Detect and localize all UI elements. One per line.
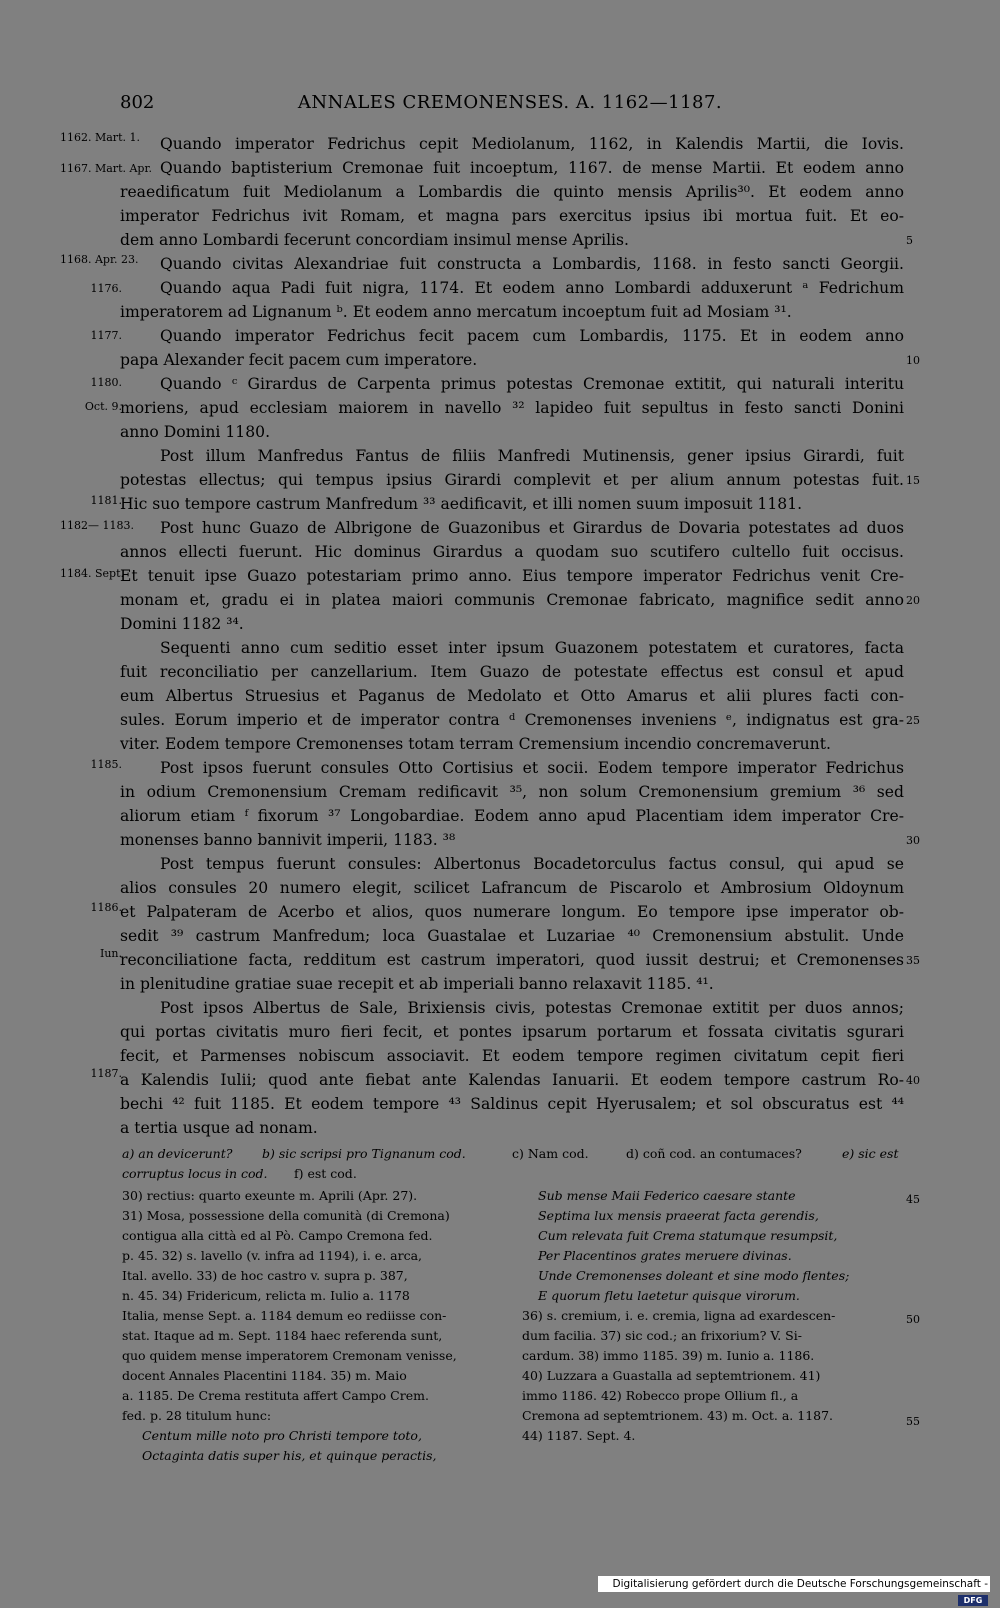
footnote-verse: Octaginta datis super his, et quinque peractis, [142,1448,437,1463]
apparatus-note-e-cont: corruptus locus in cod. [122,1166,268,1181]
line-number: 10 [906,354,920,367]
page-number: 802 [120,92,155,113]
footnote-line: 44) 1187. Sept. 4. [522,1428,636,1443]
apparatus-note-a: a) an devicerunt? [122,1146,233,1161]
footnote-verse: Cum relevata fuit Crema statumque resumpsit, [538,1228,838,1243]
footnote-line: p. 45. 32) s. lavello (v. infra ad 1194), i. e. arca, [122,1248,423,1263]
line-number: 40 [906,1074,920,1087]
footnote-line: contigua alla città ed al Pò. Campo Cremona fed. [122,1228,433,1243]
footnote-line: Ital. avello. 33) de hoc castro v. supra p. 387, [122,1268,408,1283]
text-line: anno Domini 1180. [120,423,271,441]
margin-note: 1181. [90,494,122,507]
apparatus-note-d: d) coñ cod. an contumaces? [626,1146,802,1161]
line-number: 5 [906,234,913,247]
text-line: potestas ellectus; qui tempus ipsius Girardi complevit et per alium annum potestas fuit. [120,471,904,489]
line-number: 25 [906,714,920,727]
digitization-footer [598,1576,990,1605]
text-line: Quando ᶜ Girardus de Carpenta primus potestas Cremonae extitit, qui naturali interitu [160,375,904,393]
footnote-line: 30) rectius: quarto exeunte m. Aprili (Apr. 27). [122,1188,418,1203]
text-line: annos ellecti fuerunt. Hic dominus Girardus a quodam suo scutifero cultello fuit occisus. [120,543,904,561]
apparatus-note-c: c) Nam cod. [512,1146,589,1161]
line-number: 45 [906,1193,920,1206]
text-line: Sequenti anno cum seditio esset inter ipsum Guazonem potestatem et curatores, facta [160,639,904,657]
text-line: fecit, et Parmenses nobiscum associavit. Et eodem tempore regimen civitatum cepit fieri [120,1047,904,1065]
text-line: Et tenuit ipse Guazo potestariam primo anno. Eius tempore imperator Fedrichus venit Cre- [120,567,904,585]
footnote-line: dum facilia. 37) sic cod.; an frixorium? V. Si- [522,1328,802,1343]
text-line: fuit reconciliatio per canzellarium. Item Guazo de potestate effectus est consul et apud [120,663,904,681]
margin-note: 1167. Mart. Apr. [60,162,153,175]
text-line: Post hunc Guazo de Albrigone de Guazonibus et Girardus de Dovaria potestates ad duos [160,519,904,537]
running-title: ANNALES CREMONENSES. A. 1162—1187. [297,92,723,113]
text-line: Domini 1182 ³⁴. [120,615,244,633]
margin-note: 1185. [90,758,122,771]
footnote-line: cardum. 38) immo 1185. 39) m. Iunio a. 1186. [522,1348,815,1363]
page-header [120,92,900,122]
text-line: a tertia usque ad nonam. [120,1119,318,1137]
footnote-verse: Per Placentinos grates meruere divinas. [538,1248,792,1263]
text-line: reconciliatione facta, redditum est castrum imperatori, quod iussit destrui; et Cremonenses [120,951,904,969]
text-line: Hic suo tempore castrum Manfredum ³³ aedificavit, et illi nomen suum imposuit 1181. [120,495,803,513]
margin-note: Iun. [99,947,122,960]
footnote-line: 36) s. cremium, i. e. cremia, ligna ad exardescen- [522,1308,836,1323]
text-line: a Kalendis Iulii; quod ante fiebat ante Kalendas Ianuarii. Et eodem tempore castrum Ro- [120,1071,904,1089]
text-line: qui portas civitatis muro fieri fecit, et pontes ipsarum portarum et fossata civitatis sgurari [120,1023,904,1041]
text-line: papa Alexander fecit pacem cum imperatore. [120,351,478,369]
text-line: in odium Cremonensium Cremam redificavit ³⁵, non solum Cremonensium gremium ³⁶ sed [120,783,904,801]
footnote-line: Cremona ad septemtrionem. 43) m. Oct. a. 1187. [522,1408,834,1423]
text-line: eum Albertus Struesius et Paganus de Medolato et Otto Amarus et alii plures facti con- [120,687,904,705]
footnote-line: immo 1186. 42) Robecco prope Ollium fl., a [522,1388,799,1403]
text-line: moriens, apud ecclesiam maiorem in navello ³² lapideo fuit sepultus in festo sancti Donini [120,399,904,417]
text-line: aliorum etiam ᶠ fixorum ³⁷ Longobardiae. Eodem anno apud Placentiam idem imperator Cre- [120,807,904,825]
margin-note: 1180. [90,376,122,389]
footnote-line: Italia, mense Sept. a. 1184 demum eo rediisse con- [122,1308,447,1323]
line-number: 15 [906,474,920,487]
margin-note: Oct. 9. [84,400,122,413]
line-number: 55 [906,1415,920,1428]
margin-note: 1177. [90,329,122,342]
text-line: et Palpateram de Acerbo et alios, quos numerare longum. Eo tempore ipse imperator ob- [120,903,904,921]
text-line: bechi ⁴² fuit 1185. Et eodem tempore ⁴³ Saldinus cepit Hyerusalem; et sol obscuratus est ⁴⁴ [120,1095,904,1113]
footnote-line: fed. p. 28 titulum hunc: [122,1408,272,1423]
line-number: 20 [906,594,920,607]
margin-note: 1176. [90,282,122,295]
apparatus-note-b: b) sic scripsi pro Tignanum cod. [262,1146,466,1161]
text-line: Quando civitas Alexandriae fuit constructa a Lombardis, 1168. in festo sancti Georgii. [160,255,904,273]
text-line: in plenitudine gratiae suae recepit et ab imperiali banno relaxavit 1185. ⁴¹. [120,975,714,993]
text-line: Quando aqua Padi fuit nigra, 1174. Et eodem anno Lombardi adduxerunt ᵃ Fedrichum [160,279,904,297]
margin-note: 1182— 1183. [60,519,134,532]
margin-note: 1162. Mart. 1. [60,131,140,144]
line-number: 50 [906,1313,920,1326]
text-line: Quando imperator Fedrichus fecit pacem cum Lombardis, 1175. Et in eodem anno [160,327,904,345]
text-line: sedit ³⁹ castrum Manfredum; loca Guastalae et Luzariae ⁴⁰ Cremonensium abstulit. Unde [120,927,904,945]
footer-text: Digitalisierung gefördert durch die Deutsche Forschungsgemeinschaft - [612,1578,988,1590]
text-line: sules. Eorum imperio et de imperator contra ᵈ Cremonenses inveniens ᵉ, indignatus est gra- [120,711,904,729]
footnote-line: n. 45. 34) Fridericum, relicta m. Iulio a. 1178 [122,1288,410,1303]
text-line: reaedificatum fuit Mediolanum a Lombardis die quinto mensis Aprilis³⁰. Et eodem anno [120,183,904,201]
margin-note: 1186. [90,901,122,914]
text-line: monam et, gradu ei in platea maiori communis Cremonae fabricato, magnifice sedit anno [120,591,904,609]
margin-note: 1187. [90,1067,122,1080]
footnote-verse: E quorum fletu laetetur quisque virorum. [538,1288,800,1303]
footnote-line: quo quidem mense imperatorem Cremonam venisse, [122,1348,457,1363]
footnote-line: 31) Mosa, possessione della comunità (di Cremona) [122,1208,450,1223]
text-line: imperator Fedrichus ivit Romam, et magna pars exercitus ipsius ibi mortua fuit. Et eo- [120,207,904,225]
footnote-line: docent Annales Placentini 1184. 35) m. Maio [122,1368,407,1383]
text-line: alios consules 20 numero elegit, scilicet Lafrancum de Piscarolo et Ambrosium Oldoynum [120,879,904,897]
footnote-verse: Unde Cremonenses doleant et sine modo flentes; [538,1268,850,1283]
footnote-line: a. 1185. De Crema restituta affert Campo Crem. [122,1388,429,1403]
text-line: Quando imperator Fedrichus cepit Mediolanum, 1162, in Kalendis Martii, die Iovis. [160,135,904,153]
text-line: Post tempus fuerunt consules: Albertonus Bocadetorculus factus consul, qui apud se [160,855,904,873]
footnote-verse: Centum mille noto pro Christi tempore toto, [142,1428,422,1443]
margin-note: 1184. Sept. [60,567,124,580]
apparatus-note-e: e) sic est [842,1146,899,1161]
dfg-logo-icon: DFG [958,1595,988,1606]
text-line: dem anno Lombardi fecerunt concordiam insimul mense Aprilis. [120,231,630,249]
text-line: Post illum Manfredus Fantus de filiis Manfredi Mutinensis, gener ipsius Girardi, fuit [160,447,904,465]
apparatus-note-f: f) est cod. [294,1166,357,1181]
line-number: 30 [906,834,920,847]
footnote-line: 40) Luzzara a Guastalla ad septemtrionem. 41) [522,1368,821,1383]
footnote-verse: Sub mense Maii Federico caesare stante [538,1188,796,1203]
margin-note: 1168. Apr. 23. [60,253,139,266]
text-line: Post ipsos Albertus de Sale, Brixiensis civis, potestas Cremonae extitit per duos annos; [160,999,904,1017]
text-line: imperatorem ad Lignanum ᵇ. Et eodem anno mercatum incoeptum fuit ad Mosiam ³¹. [120,303,792,321]
line-number: 35 [906,954,920,967]
text-line: monenses banno bannivit imperii, 1183. ³⁸ [120,831,456,849]
footnote-line: stat. Itaque ad m. Sept. 1184 haec referenda sunt, [122,1328,443,1343]
text-line: Post ipsos fuerunt consules Otto Cortisius et socii. Eodem tempore imperator Fedrichus [160,759,904,777]
text-line: viter. Eodem tempore Cremonenses totam terram Cremensium incendio concremaverunt. [120,735,831,753]
footnote-verse: Septima lux mensis praeerat facta gerendis, [538,1208,819,1223]
text-line: Quando baptisterium Cremonae fuit incoeptum, 1167. de mense Martii. Et eodem anno [160,159,904,177]
